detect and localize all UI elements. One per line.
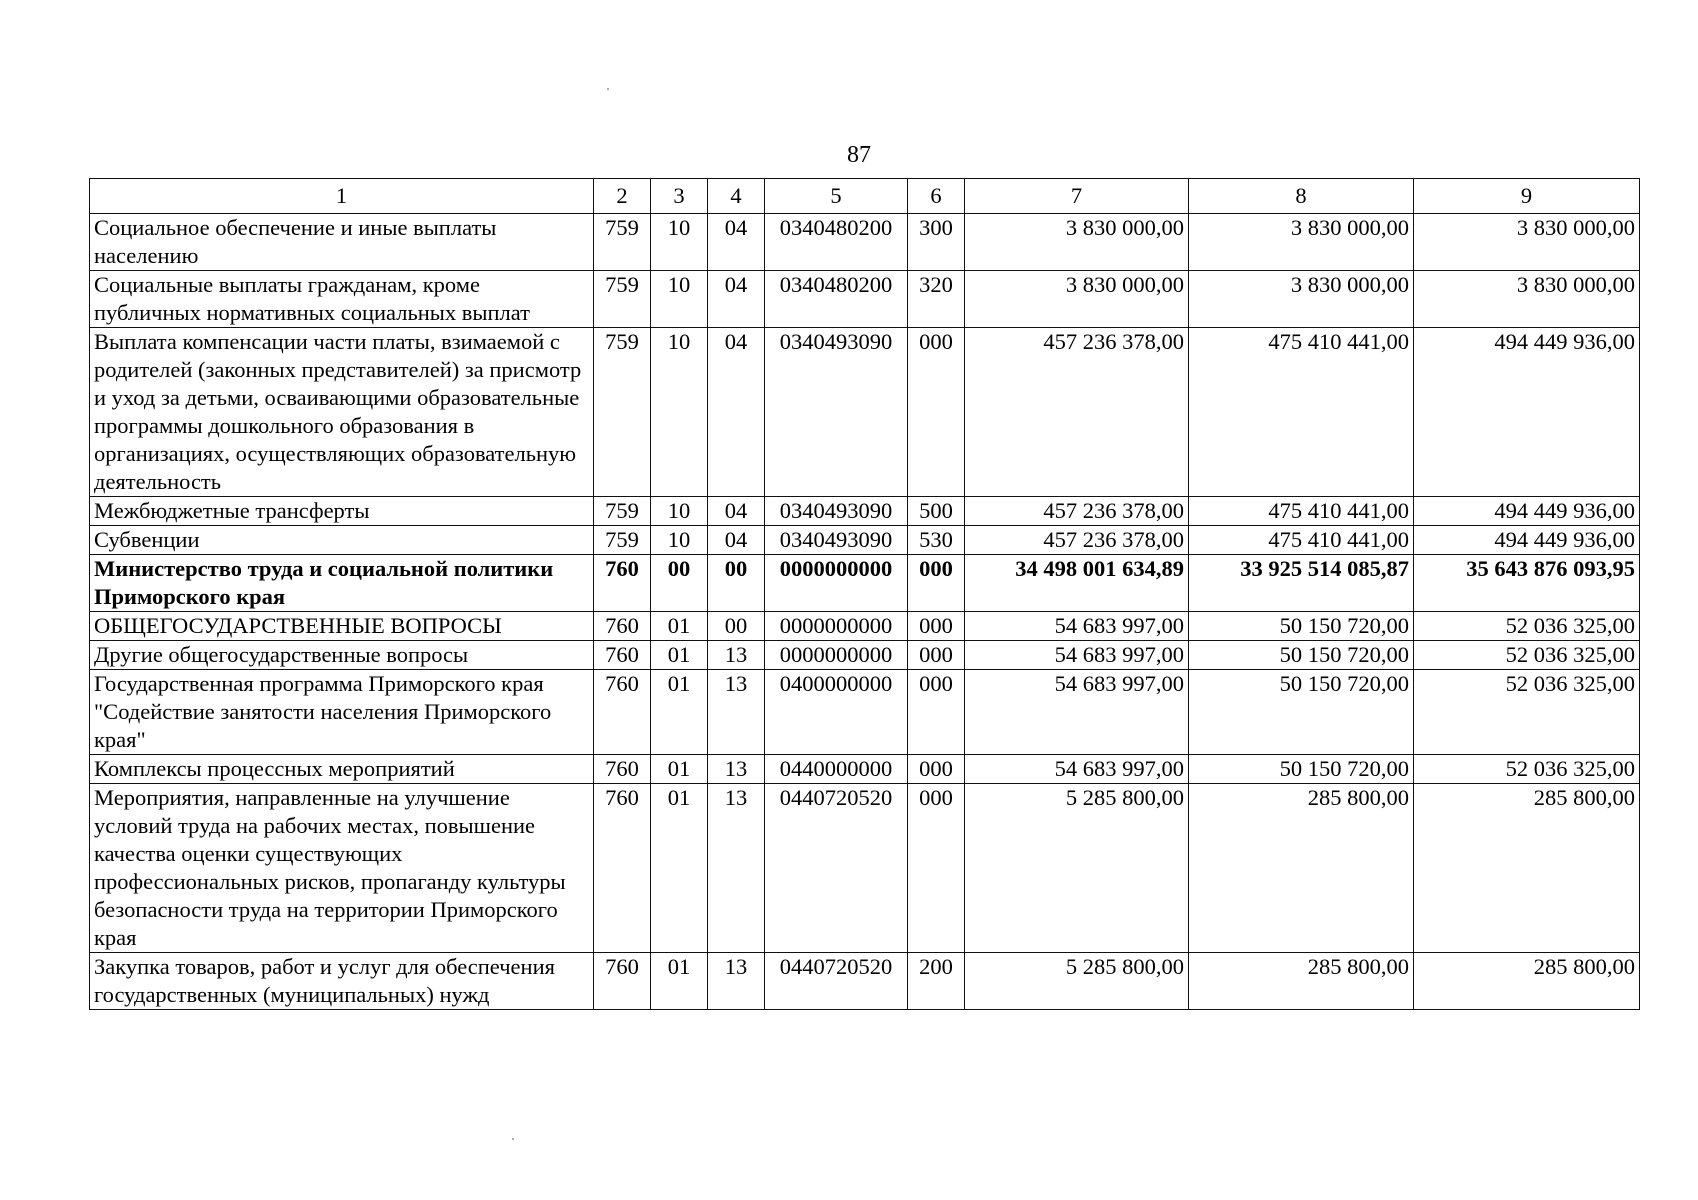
row-col-5: 0000000000 [765, 555, 908, 612]
row-amount-8: 33 925 514 085,87 [1189, 555, 1414, 612]
row-col-4: 13 [708, 755, 765, 784]
row-col-3: 01 [651, 953, 708, 1010]
row-col-3: 01 [651, 641, 708, 670]
row-col-3: 10 [651, 214, 708, 271]
row-col-3: 01 [651, 670, 708, 755]
row-amount-9: 285 800,00 [1414, 784, 1640, 953]
header-col-7: 7 [965, 179, 1189, 214]
row-col-5: 0400000000 [765, 670, 908, 755]
row-name: Другие общегосударственные вопросы [90, 641, 594, 670]
row-amount-8: 50 150 720,00 [1189, 641, 1414, 670]
row-amount-8: 475 410 441,00 [1189, 497, 1414, 526]
row-col-2: 760 [594, 641, 651, 670]
table-row [90, 612, 1640, 641]
row-col-6: 000 [908, 755, 965, 784]
row-amount-8: 285 800,00 [1189, 953, 1414, 1010]
row-amount-7: 3 830 000,00 [965, 214, 1189, 271]
budget-table [89, 178, 1640, 1010]
header-row [90, 179, 1640, 214]
row-amount-9: 3 830 000,00 [1414, 214, 1640, 271]
row-col-4: 13 [708, 641, 765, 670]
row-amount-7: 5 285 800,00 [965, 784, 1189, 953]
header-col-4: 4 [708, 179, 765, 214]
row-col-6: 320 [908, 271, 965, 328]
scan-speck [512, 1138, 514, 1140]
row-col-5: 0440720520 [765, 953, 908, 1010]
row-amount-9: 35 643 876 093,95 [1414, 555, 1640, 612]
table-row [90, 784, 1640, 953]
row-amount-9: 52 036 325,00 [1414, 641, 1640, 670]
row-col-5: 0000000000 [765, 641, 908, 670]
row-col-6: 200 [908, 953, 965, 1010]
row-name: Комплексы процессных мероприятий [90, 755, 594, 784]
table-row [90, 214, 1640, 271]
row-amount-7: 3 830 000,00 [965, 271, 1189, 328]
row-name: ОБЩЕГОСУДАРСТВЕННЫЕ ВОПРОСЫ [90, 612, 594, 641]
row-col-3: 10 [651, 271, 708, 328]
row-col-6: 000 [908, 328, 965, 497]
row-col-4: 13 [708, 670, 765, 755]
row-name: Закупка товаров, работ и услуг для обеспечения государственных (муниципальных) нужд [90, 953, 594, 1010]
row-col-4: 00 [708, 555, 765, 612]
table-row [90, 641, 1640, 670]
row-col-2: 760 [594, 555, 651, 612]
row-amount-7: 54 683 997,00 [965, 641, 1189, 670]
table-row [90, 328, 1640, 497]
row-col-6: 500 [908, 497, 965, 526]
row-amount-8: 50 150 720,00 [1189, 612, 1414, 641]
row-name: Мероприятия, направленные на улучшение условий труда на рабочих местах, повышение качества оценки существующих профессиональных рисков, пропаганду культуры безопасности труда на территории Приморского края [90, 784, 594, 953]
row-amount-7: 54 683 997,00 [965, 612, 1189, 641]
table-row [90, 755, 1640, 784]
row-amount-8: 50 150 720,00 [1189, 670, 1414, 755]
row-col-6: 000 [908, 670, 965, 755]
row-amount-8: 3 830 000,00 [1189, 271, 1414, 328]
row-col-6: 000 [908, 784, 965, 953]
row-col-3: 10 [651, 328, 708, 497]
row-col-5: 0340480200 [765, 214, 908, 271]
row-col-5: 0440720520 [765, 784, 908, 953]
row-col-2: 759 [594, 328, 651, 497]
row-col-5: 0340493090 [765, 497, 908, 526]
header-col-1: 1 [90, 179, 594, 214]
row-name: Социальные выплаты гражданам, кроме публичных нормативных социальных выплат [90, 271, 594, 328]
header-col-8: 8 [1189, 179, 1414, 214]
row-col-6: 300 [908, 214, 965, 271]
scan-speck [607, 88, 609, 90]
row-col-4: 04 [708, 526, 765, 555]
row-amount-7: 5 285 800,00 [965, 953, 1189, 1010]
row-amount-7: 34 498 001 634,89 [965, 555, 1189, 612]
row-name: Выплата компенсации части платы, взимаемой с родителей (законных представителей) за присмотр и уход за детьми, осваивающими образовательные программы дошкольного образования в организациях, осуществляющих образовательную деятельность [90, 328, 594, 497]
row-amount-8: 50 150 720,00 [1189, 755, 1414, 784]
table-row [90, 555, 1640, 612]
header-col-6: 6 [908, 179, 965, 214]
row-name: Субвенции [90, 526, 594, 555]
row-amount-7: 457 236 378,00 [965, 328, 1189, 497]
row-amount-8: 3 830 000,00 [1189, 214, 1414, 271]
table-row [90, 526, 1640, 555]
row-col-2: 759 [594, 214, 651, 271]
row-amount-9: 52 036 325,00 [1414, 670, 1640, 755]
row-name: Социальное обеспечение и иные выплаты населению [90, 214, 594, 271]
row-col-6: 000 [908, 641, 965, 670]
row-amount-9: 494 449 936,00 [1414, 328, 1640, 497]
header-col-5: 5 [765, 179, 908, 214]
row-amount-8: 475 410 441,00 [1189, 328, 1414, 497]
row-col-3: 00 [651, 555, 708, 612]
row-amount-9: 52 036 325,00 [1414, 755, 1640, 784]
row-col-2: 760 [594, 612, 651, 641]
row-col-2: 759 [594, 271, 651, 328]
row-col-3: 10 [651, 497, 708, 526]
row-col-2: 760 [594, 953, 651, 1010]
row-amount-9: 285 800,00 [1414, 953, 1640, 1010]
row-amount-9: 3 830 000,00 [1414, 271, 1640, 328]
row-col-5: 0340493090 [765, 328, 908, 497]
row-col-4: 13 [708, 784, 765, 953]
row-col-6: 000 [908, 612, 965, 641]
row-amount-7: 54 683 997,00 [965, 670, 1189, 755]
row-col-6: 530 [908, 526, 965, 555]
table-row [90, 271, 1640, 328]
row-amount-7: 457 236 378,00 [965, 526, 1189, 555]
row-col-5: 0340493090 [765, 526, 908, 555]
row-col-4: 04 [708, 271, 765, 328]
row-name: Государственная программа Приморского края "Содействие занятости населения Приморского края" [90, 670, 594, 755]
row-col-3: 01 [651, 784, 708, 953]
row-amount-9: 494 449 936,00 [1414, 526, 1640, 555]
table-row [90, 953, 1640, 1010]
row-col-3: 01 [651, 612, 708, 641]
row-amount-7: 457 236 378,00 [965, 497, 1189, 526]
row-name: Межбюджетные трансферты [90, 497, 594, 526]
row-col-4: 13 [708, 953, 765, 1010]
header-col-2: 2 [594, 179, 651, 214]
row-col-5: 0440000000 [765, 755, 908, 784]
row-col-3: 10 [651, 526, 708, 555]
row-amount-7: 54 683 997,00 [965, 755, 1189, 784]
row-col-4: 04 [708, 497, 765, 526]
row-name: Министерство труда и социальной политики Приморского края [90, 555, 594, 612]
row-col-4: 04 [708, 328, 765, 497]
row-col-5: 0000000000 [765, 612, 908, 641]
header-col-3: 3 [651, 179, 708, 214]
table-row [90, 497, 1640, 526]
row-col-2: 760 [594, 755, 651, 784]
row-col-4: 04 [708, 214, 765, 271]
row-amount-8: 285 800,00 [1189, 784, 1414, 953]
row-col-5: 0340480200 [765, 271, 908, 328]
row-col-4: 00 [708, 612, 765, 641]
row-col-2: 759 [594, 526, 651, 555]
row-col-2: 759 [594, 497, 651, 526]
row-amount-9: 52 036 325,00 [1414, 612, 1640, 641]
page-number: 87 [847, 142, 871, 168]
row-col-3: 01 [651, 755, 708, 784]
row-amount-8: 475 410 441,00 [1189, 526, 1414, 555]
row-amount-9: 494 449 936,00 [1414, 497, 1640, 526]
row-col-6: 000 [908, 555, 965, 612]
row-col-2: 760 [594, 784, 651, 953]
table-row [90, 670, 1640, 755]
row-col-2: 760 [594, 670, 651, 755]
header-col-9: 9 [1414, 179, 1640, 214]
